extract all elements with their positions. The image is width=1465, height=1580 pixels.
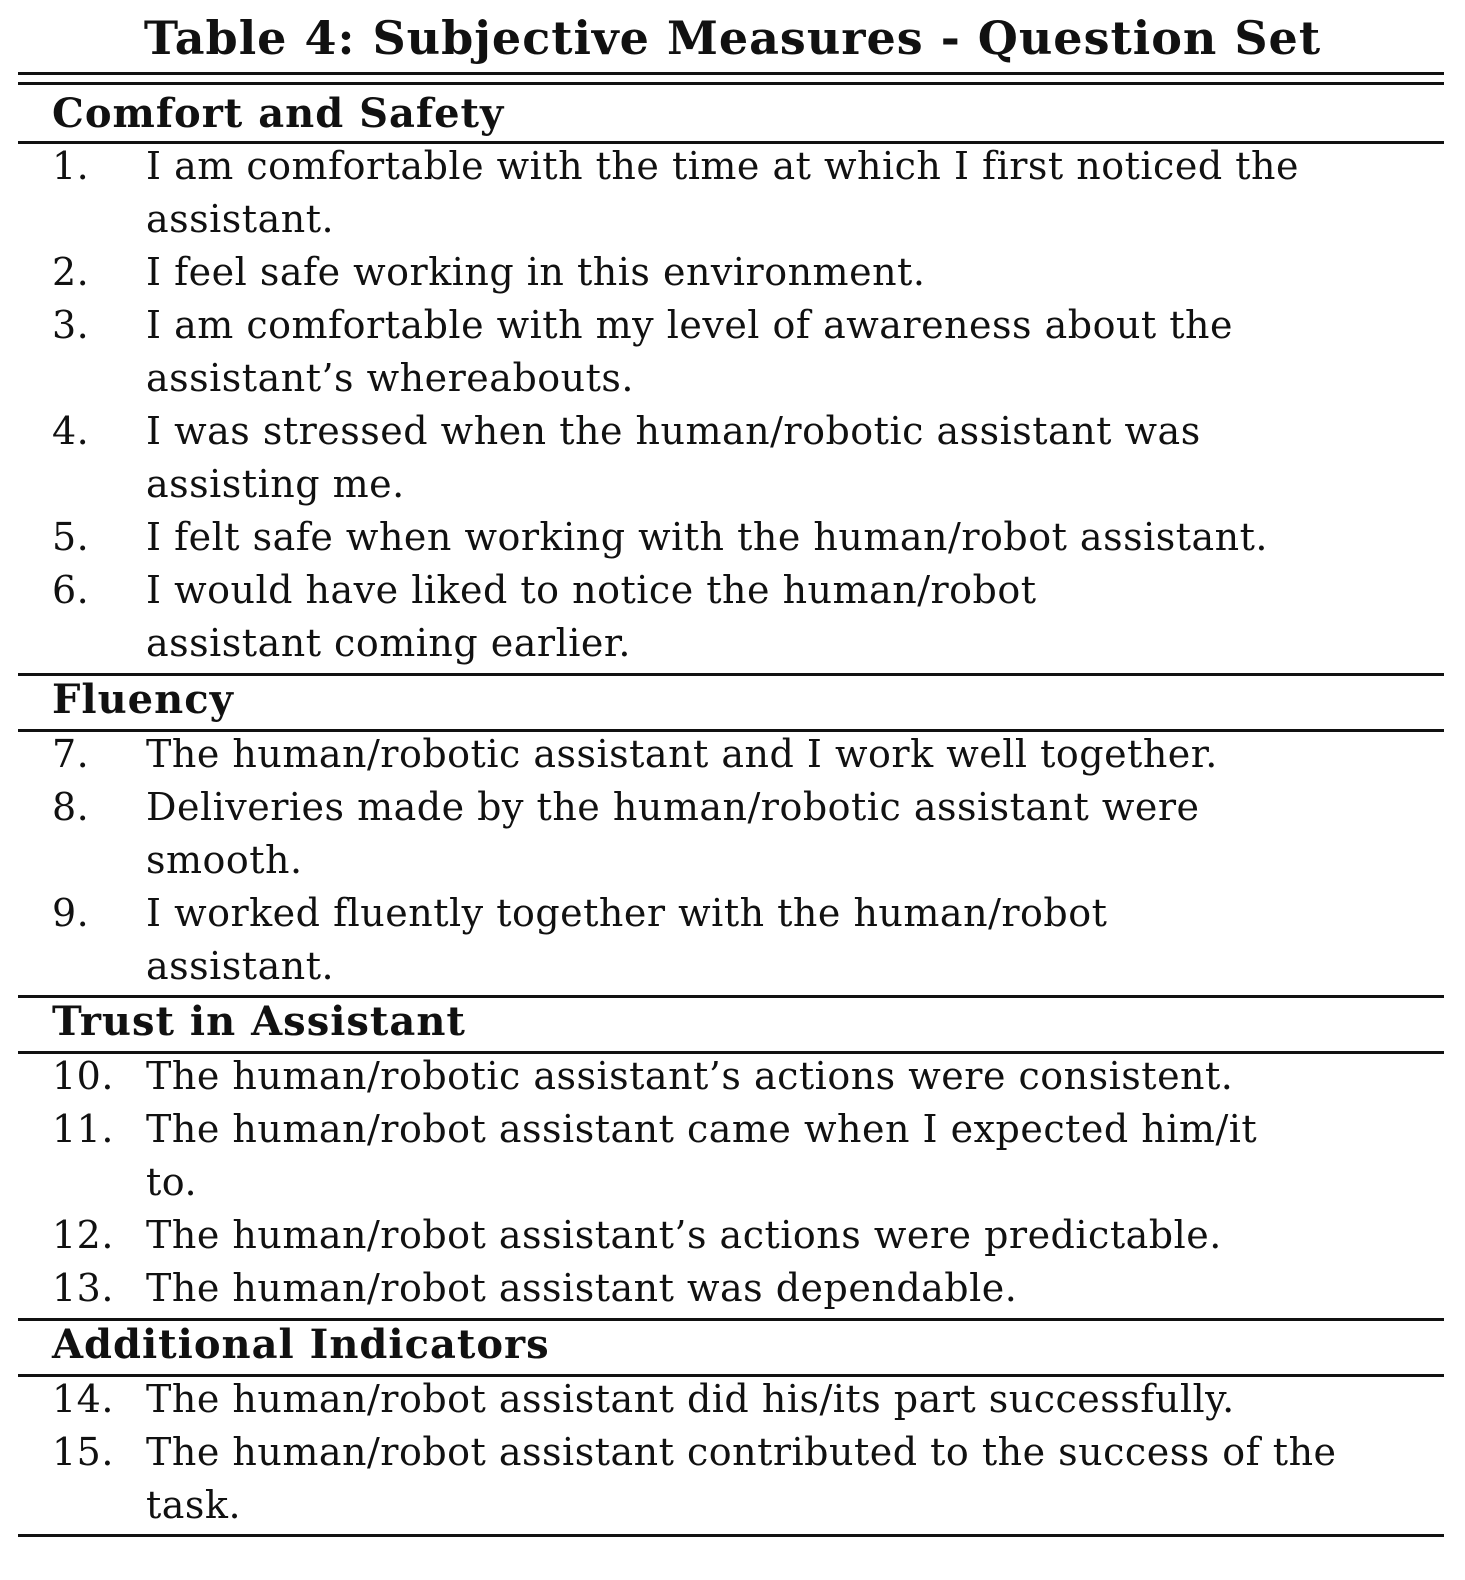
question-number: 9. (52, 891, 90, 935)
question-text: I was stressed when the human/robotic assistant was assisting me. (146, 409, 1201, 506)
question-number: 14. (52, 1377, 114, 1421)
question-text: The human/robot assistant contributed to the success of the task. (146, 1430, 1337, 1527)
section-heading-additional: Additional Indicators (52, 1321, 550, 1368)
question-text: I am comfortable with the time at which I first noticed the assistant. (146, 144, 1299, 241)
question-text: The human/robotic assistant’s actions were consistent. (146, 1054, 1234, 1098)
section-heading-fluency: Fluency (52, 676, 234, 723)
question-item (52, 299, 1432, 405)
question-number: 2. (52, 250, 90, 294)
question-item (52, 887, 1432, 993)
question-number: 4. (52, 409, 90, 453)
question-number: 7. (52, 732, 90, 776)
question-text: The human/robot assistant came when I expected him/it to. (146, 1107, 1258, 1204)
question-text: Deliveries made by the human/robotic assistant were smooth. (146, 785, 1200, 882)
section-heading-comfort-safety: Comfort and Safety (52, 90, 505, 137)
question-text: I worked fluently together with the human/robot assistant. (146, 891, 1108, 988)
section-heading-trust: Trust in Assistant (52, 998, 466, 1045)
bottom-rule (18, 1534, 1444, 1537)
question-number: 13. (52, 1266, 114, 1310)
question-number: 12. (52, 1213, 114, 1257)
question-item (52, 511, 1432, 564)
question-number: 6. (52, 568, 90, 612)
question-text: The human/robot assistant did his/its part successfully. (146, 1377, 1235, 1421)
question-item (52, 1209, 1432, 1262)
question-item (52, 1373, 1432, 1426)
question-text: I would have liked to notice the human/robot assistant coming earlier. (146, 568, 1037, 665)
question-number: 5. (52, 515, 90, 559)
question-text: I am comfortable with my level of awareness about the assistant’s whereabouts. (146, 303, 1234, 400)
question-item (52, 1050, 1432, 1103)
question-item (52, 246, 1432, 299)
question-item (52, 140, 1432, 246)
question-item (52, 1262, 1432, 1315)
question-item (52, 564, 1432, 670)
question-text: The human/robotic assistant and I work well together. (146, 732, 1218, 776)
question-item (52, 405, 1432, 511)
question-item (52, 1103, 1432, 1209)
question-text: I feel safe working in this environment. (146, 250, 926, 294)
question-number: 3. (52, 303, 90, 347)
top-rule-1 (18, 72, 1444, 75)
question-item (52, 781, 1432, 887)
question-number: 11. (52, 1107, 114, 1151)
question-number: 15. (52, 1430, 114, 1474)
question-text: The human/robot assistant was dependable. (146, 1266, 1018, 1310)
question-number: 1. (52, 144, 90, 188)
table-caption: Table 4: Subjective Measures - Question Set (143, 11, 1322, 65)
question-text: I felt safe when working with the human/robot assistant. (146, 515, 1268, 559)
question-text: The human/robot assistant’s actions were predictable. (146, 1213, 1222, 1257)
question-number: 10. (52, 1054, 114, 1098)
question-item (52, 1426, 1432, 1532)
question-item (52, 728, 1432, 781)
question-number: 8. (52, 785, 90, 829)
top-rule-2 (18, 82, 1444, 85)
